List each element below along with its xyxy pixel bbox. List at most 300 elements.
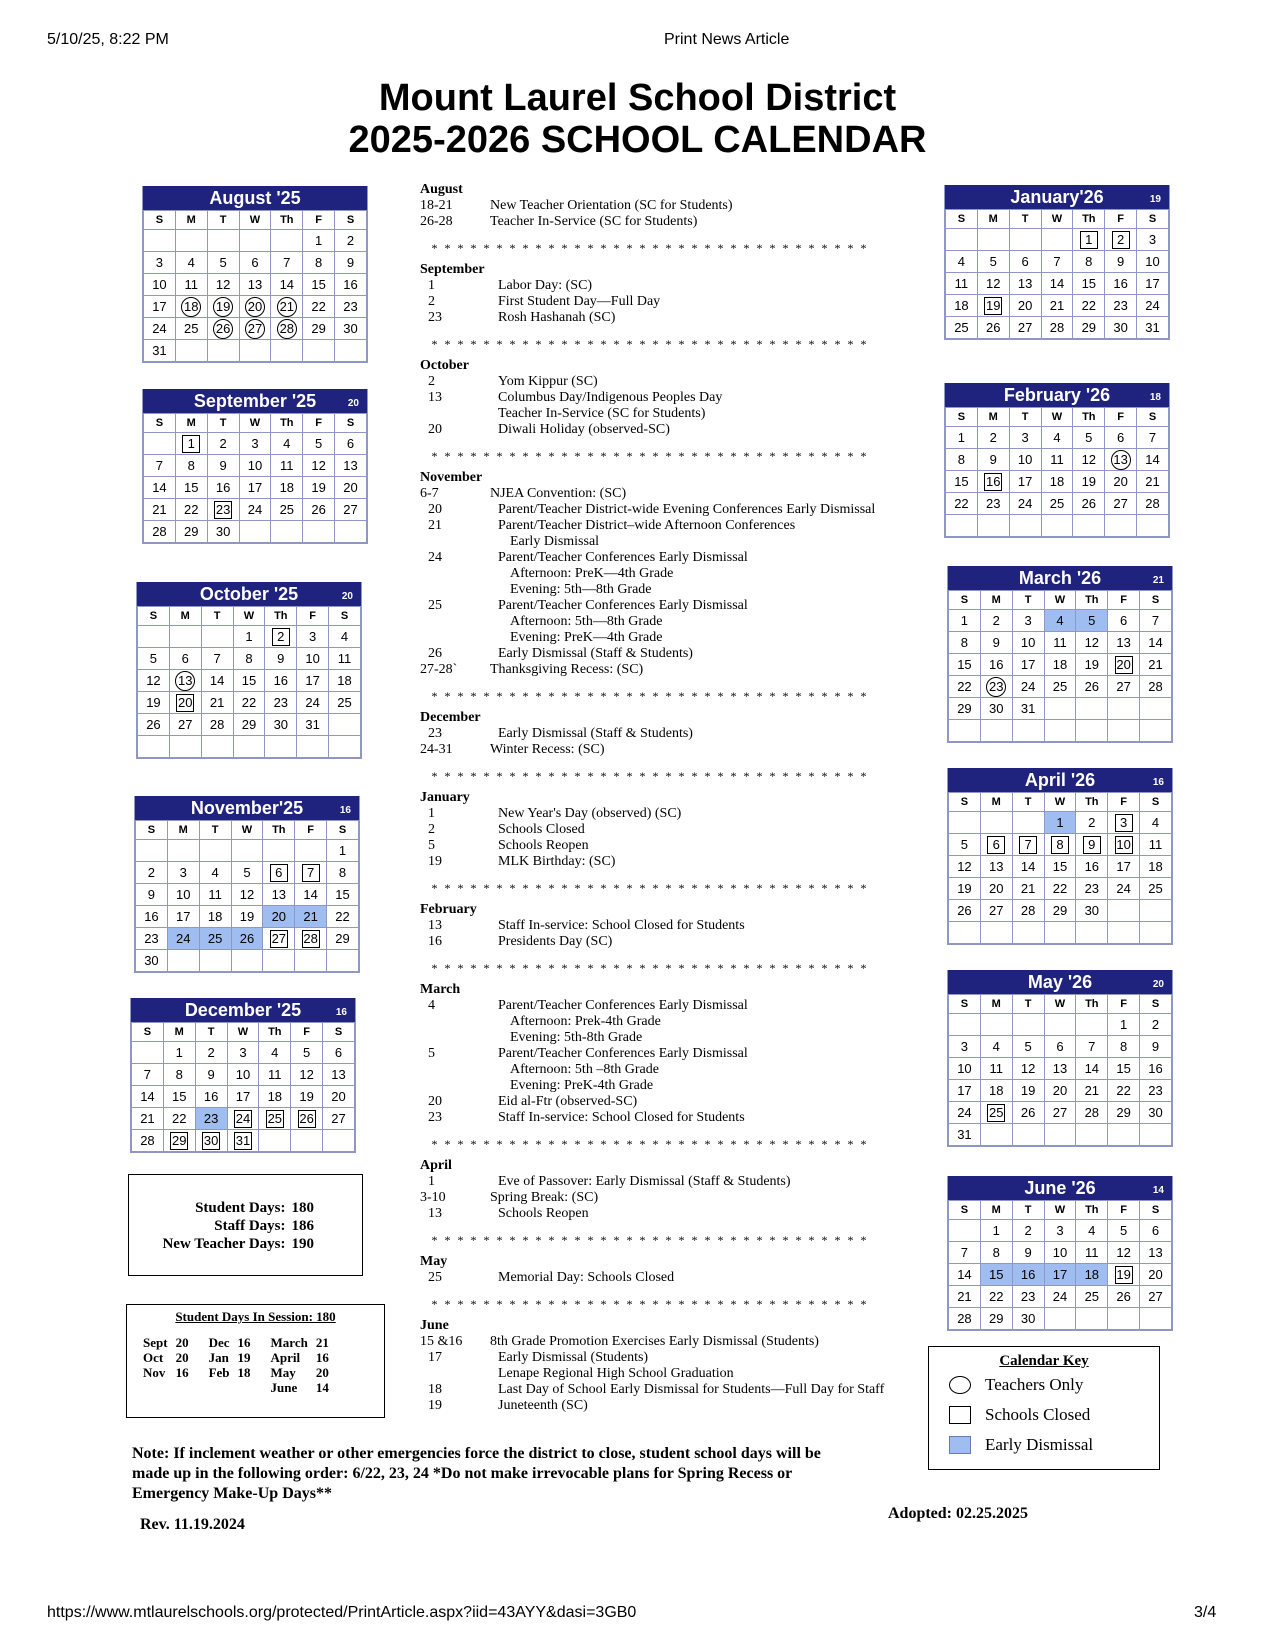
day-cell — [1076, 1124, 1108, 1146]
day-cell — [327, 884, 359, 906]
day-number: 1 — [1080, 231, 1098, 249]
weekday-label: M — [980, 995, 1012, 1014]
month-name: February '26 — [1003, 385, 1111, 405]
day-cell — [144, 433, 176, 455]
day-cell — [946, 273, 978, 295]
day-number: 2 — [1151, 1016, 1160, 1032]
day-number: 25 — [1148, 880, 1163, 896]
day-cell — [1073, 449, 1105, 471]
day-number: 17 — [235, 1088, 251, 1104]
day-cell — [271, 230, 303, 252]
week-row — [949, 922, 1172, 944]
month-day-count: 21 — [1152, 575, 1164, 586]
day-cell — [271, 455, 303, 477]
day-cell — [271, 318, 303, 340]
day-cell — [1076, 610, 1108, 632]
week-row — [138, 626, 361, 648]
day-number: 16 — [989, 656, 1004, 672]
day-number: 25 — [1084, 1288, 1100, 1304]
day-number: 16 — [343, 276, 358, 292]
day-cell — [1041, 251, 1073, 273]
adopted-date: Adopted: 02.25.2025 — [888, 1505, 1029, 1522]
weather-note: Note: If inclement weather or other emergencies force the district to close, student school days will be made up in the following order: 6/22, 23, 24 *Do not make irrevocable plans for Spring Recess or Emergency Make-Up Days** — [132, 1445, 821, 1502]
day-cell — [259, 1042, 291, 1064]
day-cell — [1012, 1286, 1044, 1308]
day-cell — [1012, 878, 1044, 900]
day-cell — [259, 1108, 291, 1130]
day-number: 2 — [1112, 231, 1130, 249]
weekday-label: M — [163, 1023, 195, 1042]
events-month-name: November — [420, 470, 483, 485]
day-cell — [949, 856, 981, 878]
event-item — [420, 1270, 940, 1286]
day-cell — [239, 499, 271, 521]
event-line: Rosh Hashanah (SC) — [498, 310, 616, 325]
day-number: 10 — [957, 1060, 972, 1076]
day-cell — [138, 692, 170, 714]
day-cell — [175, 477, 207, 499]
day-number: 5 — [219, 254, 227, 270]
day-number: 23 — [215, 501, 231, 517]
day-number: 20 — [1148, 1266, 1163, 1282]
day-number: 19 — [213, 297, 233, 317]
week-row — [949, 698, 1172, 720]
day-number: 6 — [270, 864, 288, 882]
week-row — [136, 928, 359, 950]
day-cell — [1105, 251, 1137, 273]
weekday-label: S — [1140, 995, 1172, 1014]
day-number: 12 — [1020, 1060, 1036, 1076]
day-number: 28 — [1020, 902, 1036, 918]
month-events — [420, 1318, 940, 1414]
weekday-label: Th — [1076, 1201, 1108, 1220]
day-cell — [132, 1130, 164, 1152]
month-calendar — [947, 566, 1173, 743]
day-number: 7 — [143, 1066, 152, 1082]
day-number: 15 — [989, 1266, 1004, 1282]
event-date: 27-28` — [420, 662, 458, 677]
day-number: 16 — [144, 908, 159, 924]
week-row — [949, 654, 1172, 676]
event-line: Spring Break: (SC) — [490, 1190, 599, 1205]
day-cell — [1041, 493, 1073, 515]
session-month: March — [270, 1335, 308, 1350]
event-date: 15 &16 — [420, 1334, 463, 1349]
weekday-label: T — [1009, 408, 1041, 427]
day-cell — [1108, 1242, 1140, 1264]
day-cell — [980, 812, 1012, 834]
day-cell — [1140, 1264, 1172, 1286]
day-number: 18 — [279, 479, 295, 495]
day-cell — [1044, 1264, 1076, 1286]
event-description — [498, 390, 940, 422]
day-cell — [303, 296, 335, 318]
event-item — [420, 422, 940, 438]
day-number: 26 — [1020, 1104, 1036, 1120]
day-cell — [946, 427, 978, 449]
day-number: 4 — [1151, 814, 1160, 830]
event-item — [420, 662, 940, 678]
day-cell — [136, 862, 168, 884]
day-number: 2 — [207, 1044, 215, 1060]
day-number: 3 — [309, 628, 317, 644]
weekday-label: F — [291, 1023, 323, 1042]
day-number: 11 — [989, 1060, 1004, 1076]
day-cell — [1044, 1124, 1076, 1146]
weekday-label: S — [949, 1201, 981, 1220]
day-cell — [980, 1124, 1012, 1146]
day-number: 14 — [1145, 451, 1160, 467]
weekday-label: M — [175, 414, 207, 433]
day-number: 6 — [1117, 429, 1125, 445]
month-grid — [948, 792, 1172, 944]
day-number: 14 — [152, 479, 167, 495]
weekday-label: T — [1012, 793, 1044, 812]
day-number: 5 — [1085, 429, 1093, 445]
day-number: 24 — [1116, 880, 1131, 896]
event-line: Labor Day: (SC) — [498, 278, 593, 293]
day-cell — [949, 878, 981, 900]
separator: * * * * * * * * * * * * * * * * * * * * * * * * * * * * * * * * * * — [431, 769, 869, 783]
day-cell — [1108, 900, 1140, 922]
month-name: January'26 — [1010, 187, 1104, 207]
event-line: Staff In-service: School Closed for Students — [498, 1110, 745, 1125]
event-item — [420, 806, 940, 822]
day-number: 14 — [1049, 275, 1065, 291]
day-cell — [271, 521, 303, 543]
separator: * * * * * * * * * * * * * * * * * * * * * * * * * * * * * * * * * * — [431, 241, 869, 255]
day-number: 10 — [176, 886, 191, 902]
day-cell — [980, 610, 1012, 632]
day-cell — [303, 318, 335, 340]
day-number: 29 — [957, 700, 972, 716]
event-subline: Afternoon: 5th—8th Grade — [510, 614, 663, 629]
day-number: 24 — [152, 320, 167, 336]
day-cell — [1044, 812, 1076, 834]
day-cell — [1076, 1102, 1108, 1124]
day-cell — [323, 1086, 355, 1108]
day-number: 4 — [957, 253, 966, 269]
weekday-label: F — [303, 211, 335, 230]
day-cell — [175, 521, 207, 543]
weekday-label: S — [335, 414, 367, 433]
day-cell — [138, 714, 170, 736]
event-item — [420, 822, 940, 838]
weekday-label: W — [1041, 408, 1073, 427]
week-row — [136, 862, 359, 884]
week-row — [136, 884, 359, 906]
days-in-session-box — [126, 1304, 385, 1418]
key-teachers-only-label: Teachers Only — [985, 1375, 1084, 1394]
day-cell — [1108, 676, 1140, 698]
month-day-count: 20 — [1152, 979, 1164, 990]
weekday-label: Th — [263, 821, 295, 840]
day-cell — [1012, 1220, 1044, 1242]
session-days: 18 — [237, 1365, 251, 1380]
event-item — [420, 1382, 940, 1398]
day-cell — [195, 1108, 227, 1130]
day-number: 15 — [1116, 1060, 1131, 1076]
day-cell — [136, 884, 168, 906]
week-row — [949, 1264, 1172, 1286]
day-number: 13 — [989, 858, 1004, 874]
week-row — [949, 1242, 1172, 1264]
day-cell — [1044, 1102, 1076, 1124]
weekday-label: Th — [1076, 793, 1108, 812]
event-line: Schools Closed — [498, 822, 585, 837]
day-cell — [1012, 610, 1044, 632]
day-number: 30 — [343, 320, 358, 336]
month-events — [420, 710, 940, 758]
event-item — [420, 390, 940, 422]
day-number: 29 — [241, 716, 257, 732]
day-number: 6 — [1151, 1222, 1160, 1238]
day-number: 19 — [1084, 656, 1100, 672]
week-row — [144, 230, 367, 252]
day-number: 5 — [303, 1044, 311, 1060]
weekday-label: Th — [265, 607, 297, 626]
session-days: 16 — [315, 1350, 329, 1365]
day-cell — [1012, 1080, 1044, 1102]
day-cell — [1140, 1308, 1172, 1330]
month-grid — [143, 210, 367, 362]
month-header — [945, 185, 1169, 209]
weekday-label: W — [239, 414, 271, 433]
separator: * * * * * * * * * * * * * * * * * * * * * * * * * * * * * * * * * * — [431, 449, 869, 463]
weekday-label: Th — [1073, 408, 1105, 427]
day-cell — [263, 928, 295, 950]
month-day-count: 20 — [341, 591, 353, 602]
day-cell — [303, 274, 335, 296]
day-cell — [1140, 856, 1172, 878]
day-number: 5 — [960, 836, 969, 852]
day-cell — [1076, 698, 1108, 720]
day-cell — [1041, 427, 1073, 449]
day-cell — [980, 1264, 1012, 1286]
day-cell — [231, 906, 263, 928]
day-cell — [1044, 632, 1076, 654]
event-subline: Afternoon: PreK—4th Grade — [510, 566, 674, 581]
day-number: 24 — [247, 501, 263, 517]
day-cell — [132, 1042, 164, 1064]
event-description — [490, 214, 940, 230]
day-number: 20 — [1116, 656, 1131, 672]
day-cell — [980, 1014, 1012, 1036]
day-number: 31 — [1145, 319, 1160, 335]
event-date: 18-21 — [420, 198, 453, 213]
day-cell — [201, 648, 233, 670]
filled-square-icon — [949, 1436, 971, 1454]
day-cell — [1137, 471, 1169, 493]
event-item — [420, 294, 940, 310]
day-number: 14 — [1084, 1060, 1100, 1076]
day-cell — [169, 714, 201, 736]
event-date: 1 — [428, 1174, 435, 1189]
day-number: 10 — [152, 276, 167, 292]
month-header — [143, 186, 367, 210]
day-cell — [1041, 317, 1073, 339]
day-cell — [175, 340, 207, 362]
day-cell — [239, 433, 271, 455]
event-description — [498, 1398, 940, 1414]
week-row — [144, 340, 367, 362]
event-line: Columbus Day/Indigenous Peoples Day — [498, 390, 723, 405]
day-cell — [1076, 856, 1108, 878]
day-cell — [1108, 654, 1140, 676]
district-title: Mount Laurel School District — [378, 77, 897, 119]
day-cell — [1140, 1124, 1172, 1146]
day-cell — [1044, 1080, 1076, 1102]
day-number: 10 — [1145, 253, 1160, 269]
events-month-name: August — [420, 182, 463, 197]
month-events — [420, 1158, 940, 1222]
event-line: Parent/Teacher Conferences Early Dismissal — [498, 550, 748, 565]
day-cell — [1041, 229, 1073, 251]
day-number: 7 — [1053, 253, 1061, 269]
day-cell — [1073, 229, 1105, 251]
event-date: 20 — [428, 502, 442, 517]
day-cell — [1009, 449, 1041, 471]
day-number: 5 — [149, 650, 158, 666]
day-number: 29 — [311, 320, 326, 336]
day-number: 20 — [271, 908, 287, 924]
calendar-title: 2025-2026 SCHOOL CALENDAR — [348, 119, 927, 161]
session-days: 20 — [175, 1350, 189, 1365]
day-cell — [327, 950, 359, 972]
day-cell — [1044, 878, 1076, 900]
circle-icon — [949, 1376, 971, 1394]
event-description — [498, 502, 940, 518]
day-cell — [1009, 493, 1041, 515]
day-number: 14 — [1020, 858, 1036, 874]
weekday-label: S — [144, 211, 176, 230]
day-number: 27 — [331, 1110, 346, 1126]
day-cell — [199, 840, 231, 862]
day-cell — [1012, 1014, 1044, 1036]
day-cell — [1140, 900, 1172, 922]
day-number: 14 — [279, 276, 295, 292]
event-item — [420, 486, 940, 502]
day-cell — [265, 648, 297, 670]
event-subline: Early Dismissal — [510, 534, 600, 549]
day-cell — [1108, 1102, 1140, 1124]
week-row — [946, 471, 1169, 493]
event-date: 24-31 — [420, 742, 453, 757]
weekday-label: S — [949, 793, 981, 812]
day-number: 30 — [1148, 1104, 1163, 1120]
month-day-count: 16 — [339, 805, 351, 816]
day-number: 9 — [1117, 253, 1125, 269]
day-number: 1 — [338, 842, 347, 858]
session-month: Oct — [143, 1350, 164, 1365]
day-cell — [144, 499, 176, 521]
week-row — [132, 1042, 355, 1064]
totals-box — [128, 1174, 363, 1276]
day-cell — [329, 736, 361, 758]
day-cell — [1012, 812, 1044, 834]
weekday-label: M — [169, 607, 201, 626]
day-cell — [329, 692, 361, 714]
day-number: 9 — [1024, 1244, 1032, 1260]
weekday-label: T — [207, 414, 239, 433]
day-number: 14 — [140, 1088, 155, 1104]
event-subline: Evening: 5th—8th Grade — [510, 582, 652, 597]
day-number: 12 — [1081, 451, 1097, 467]
day-number: 14 — [1148, 634, 1163, 650]
session-month: Jan — [208, 1350, 229, 1365]
day-cell — [335, 433, 367, 455]
day-cell — [1105, 317, 1137, 339]
day-number: 22 — [172, 1110, 187, 1126]
day-number: 4 — [340, 628, 349, 644]
day-cell — [199, 950, 231, 972]
week-row — [132, 1064, 355, 1086]
day-cell — [1012, 1264, 1044, 1286]
day-cell — [1108, 720, 1140, 742]
event-date: 24 — [428, 550, 442, 565]
event-date: 2 — [428, 374, 435, 389]
event-item — [420, 214, 940, 230]
day-cell — [1012, 698, 1044, 720]
day-cell — [175, 433, 207, 455]
day-number: 16 — [1020, 1266, 1036, 1282]
month-header — [948, 768, 1172, 792]
day-cell — [1137, 515, 1169, 537]
event-description — [498, 278, 940, 294]
weekday-label: S — [136, 821, 168, 840]
day-number: 2 — [272, 628, 290, 646]
day-cell — [201, 670, 233, 692]
day-number: 19 — [239, 908, 255, 924]
day-cell — [201, 692, 233, 714]
event-date: 18 — [428, 1382, 442, 1397]
week-row — [949, 1220, 1172, 1242]
event-description — [498, 1270, 940, 1286]
day-number: 25 — [267, 1110, 283, 1126]
week-row — [946, 427, 1169, 449]
event-item — [420, 726, 940, 742]
event-description — [490, 486, 940, 502]
day-number: 3 — [960, 1038, 969, 1054]
day-cell — [227, 1042, 259, 1064]
week-row — [949, 1102, 1172, 1124]
day-cell — [175, 455, 207, 477]
events-month-name: April — [420, 1158, 452, 1173]
separator: * * * * * * * * * * * * * * * * * * * * * * * * * * * * * * * * * * — [431, 337, 869, 351]
session-days: 16 — [237, 1335, 251, 1350]
session-days: 21 — [315, 1335, 329, 1350]
day-cell — [1137, 427, 1169, 449]
week-row — [144, 252, 367, 274]
day-number: 28 — [957, 1310, 972, 1326]
day-cell — [1108, 1036, 1140, 1058]
day-cell — [297, 692, 329, 714]
day-number: 17 — [1020, 656, 1036, 672]
day-number: 3 — [239, 1044, 247, 1060]
event-line: Diwali Holiday (observed-SC) — [498, 422, 670, 437]
day-number: 29 — [1116, 1104, 1131, 1120]
month-calendar — [134, 796, 360, 973]
day-cell — [175, 318, 207, 340]
event-subline: Afternoon: 5th –8th Grade — [510, 1062, 659, 1077]
day-cell — [291, 1130, 323, 1152]
day-number: 18 — [954, 297, 969, 313]
revision-date: Rev. 11.19.2024 — [140, 1516, 245, 1533]
day-number: 20 — [1113, 473, 1128, 489]
day-cell — [949, 610, 981, 632]
separator: * * * * * * * * * * * * * * * * * * * * * * * * * * * * * * * * * * — [431, 689, 869, 703]
month-grid — [131, 1022, 355, 1152]
